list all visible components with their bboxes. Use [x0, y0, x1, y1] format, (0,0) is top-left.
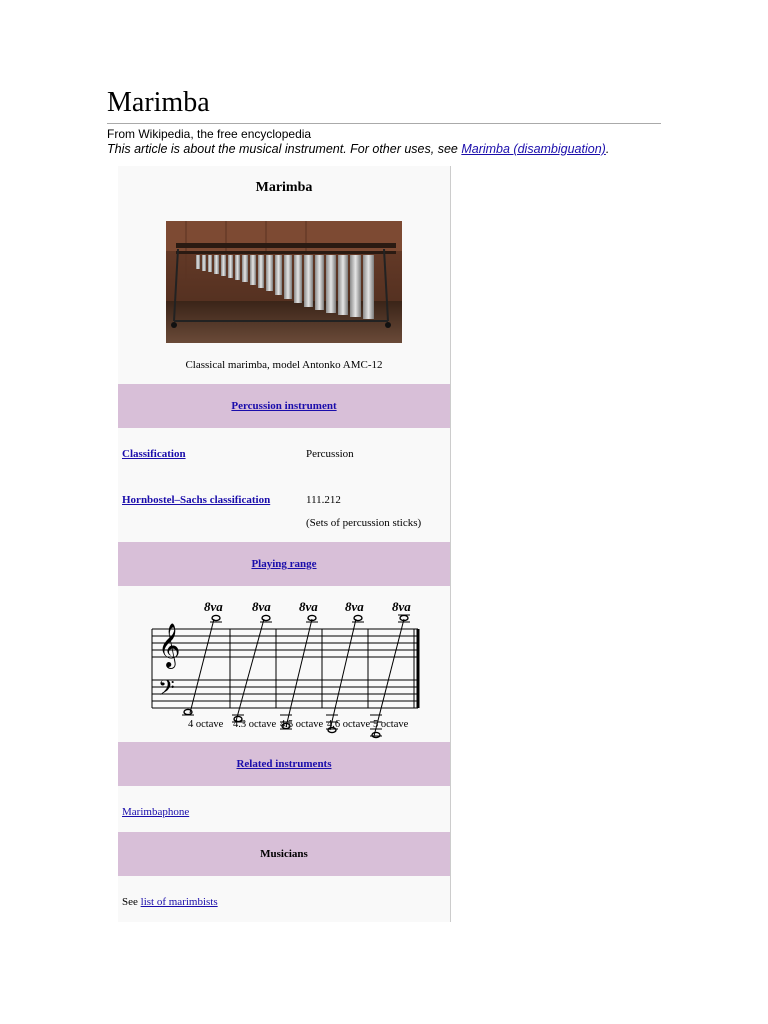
hatnote-text: This article is about the musical instrument. For other uses, see — [107, 142, 462, 156]
musicians-row — [118, 876, 450, 922]
ottava-2: 8va — [252, 599, 271, 614]
disambiguation-link[interactable]: Marimba (disambiguation) — [461, 142, 606, 156]
section-musicians: Musicians — [118, 832, 450, 876]
ottava-3: 8va — [299, 599, 318, 614]
musicians-prefix: See — [122, 896, 141, 908]
musicians-value — [122, 896, 218, 908]
related-instruments-row — [118, 786, 450, 832]
classification-label — [122, 448, 186, 460]
octave-label-4: 4.6 octave — [327, 719, 371, 730]
marimba-image — [166, 221, 402, 343]
hs-label — [122, 494, 270, 506]
title-divider — [107, 123, 661, 124]
infobox-title: Marimba — [118, 166, 450, 210]
page-title: Marimba — [107, 87, 210, 118]
infobox — [118, 166, 451, 922]
hs-note: (Sets of percussion sticks) — [306, 517, 422, 529]
playing-range-link[interactable]: Playing range — [251, 558, 317, 570]
related-instruments-link[interactable]: Related instruments — [236, 758, 332, 770]
ottava-1: 8va — [204, 599, 223, 614]
marimbaphone-link[interactable]: Marimbaphone — [122, 806, 190, 818]
section-playing-range — [118, 542, 450, 586]
related-instruments-value — [122, 806, 189, 818]
list-of-marimbists-link[interactable]: list of marimbists — [140, 896, 218, 908]
section-related-instruments — [118, 742, 450, 786]
octave-label-3: 4.5 octave — [280, 719, 324, 730]
classification-row — [118, 428, 450, 474]
octave-label-2: 4.3 octave — [233, 719, 277, 730]
ottava-5: 8va — [392, 599, 411, 614]
ottava-4: 8va — [345, 599, 364, 614]
octave-label-1: 4 octave — [188, 719, 224, 730]
classification-link[interactable]: Classification — [122, 448, 186, 460]
infobox-image-cell — [118, 210, 450, 384]
ledger-lines — [182, 615, 410, 736]
range-staff-svg — [118, 586, 450, 742]
treble-clef-icon: 𝄞 — [158, 625, 181, 667]
hatnote — [107, 142, 609, 156]
hornbostel-sachs-row — [118, 474, 450, 542]
image-caption: Classical marimba, model Antonko AMC-12 — [185, 359, 383, 371]
playing-range-diagram — [118, 586, 450, 742]
bass-clef-icon: 𝄢 — [158, 676, 175, 705]
hornbostel-sachs-link[interactable]: Hornbostel–Sachs classification — [122, 494, 271, 506]
hs-value: 111.212 — [306, 494, 341, 506]
octave-label-5: 5 octave — [373, 719, 409, 730]
classification-value: Percussion — [306, 448, 354, 460]
section-percussion-instrument — [118, 384, 450, 428]
marimba-photo[interactable] — [166, 221, 402, 343]
site-tagline: From Wikipedia, the free encyclopedia — [107, 127, 312, 141]
treble-staff — [152, 629, 418, 657]
hatnote-suffix: . — [605, 142, 610, 156]
percussion-instrument-link[interactable]: Percussion instrument — [231, 400, 337, 412]
